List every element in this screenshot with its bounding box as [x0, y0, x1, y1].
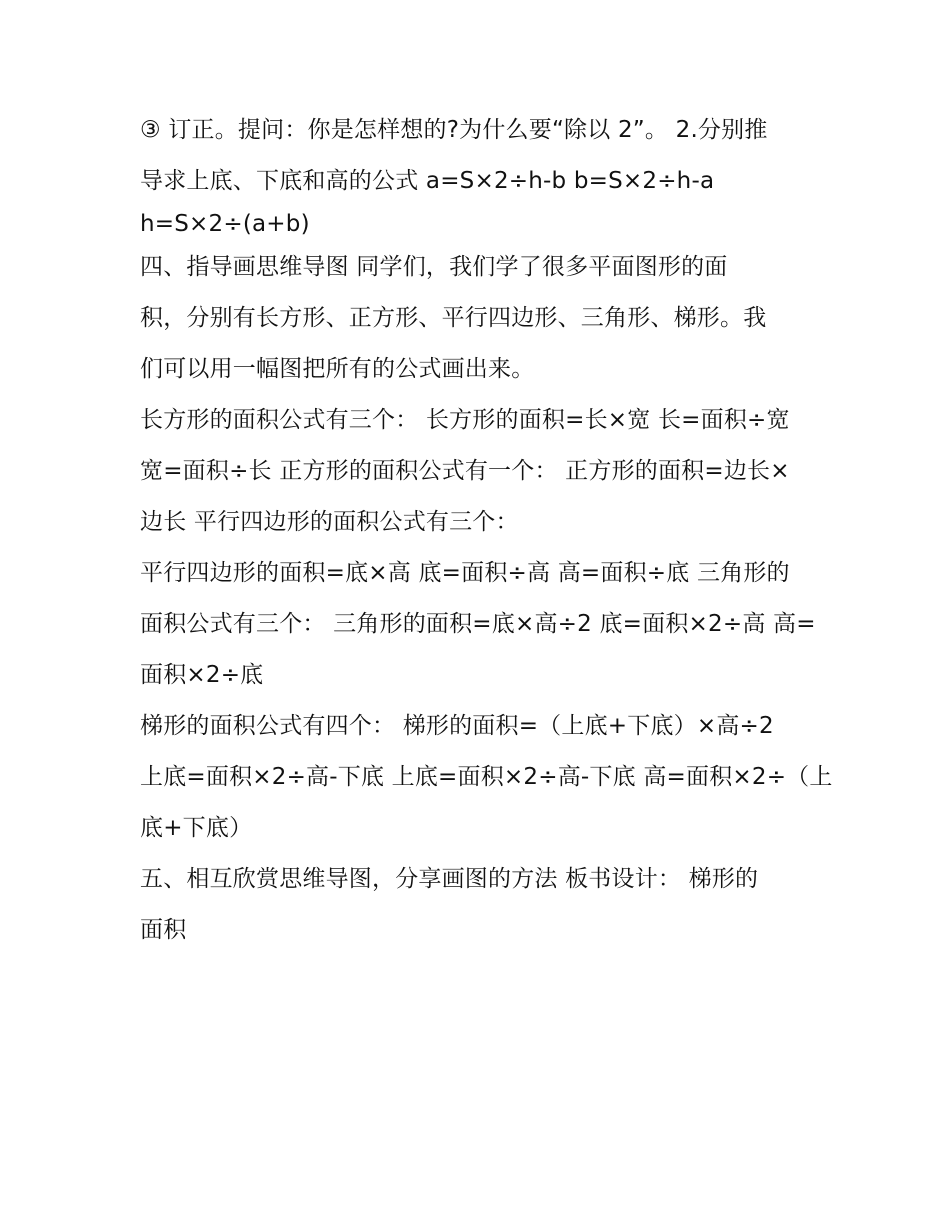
text-line-5: 积，分别有长方形、正方形、平行四边形、三角形、梯形。我: [140, 305, 767, 331]
text-line-14: 上底=面积×2÷高-下底 上底=面积×2÷高-下底 高=面积×2÷（上: [140, 764, 833, 790]
text-line-12: 面积×2÷底: [140, 662, 264, 688]
text-line-16: 五、相互欣赏思维导图，分享画图的方法 板书设计： 梯形的: [140, 866, 759, 892]
text-line-13: 梯形的面积公式有四个： 梯形的面积=（上底+下底）×高÷2: [140, 713, 774, 739]
text-line-17: 面积: [140, 917, 187, 943]
text-line-7: 长方形的面积公式有三个： 长方形的面积=长×宽 长=面积÷宽: [140, 407, 790, 433]
text-line-6: 们可以用一幅图把所有的公式画出来。: [140, 356, 535, 382]
text-line-4: 四、指导画思维导图 同学们，我们学了很多平面图形的面: [140, 254, 728, 280]
text-line-8: 宽=面积÷长 正方形的面积公式有一个： 正方形的面积=边长×: [140, 458, 790, 484]
document-body: [140, 108, 833, 959]
text-line-2: 导求上底、下底和高的公式 a=S×2÷h-b b=S×2÷h-a: [140, 168, 715, 194]
text-line-9: 边长 平行四边形的面积公式有三个：: [140, 509, 519, 535]
text-line-1: ③ 订正。提问：你是怎样想的?为什么要“除以 2”。 2.分别推: [140, 117, 768, 143]
text-line-3: h=S×2÷(a+b): [140, 211, 310, 237]
text-line-15: 底+下底）: [140, 815, 253, 841]
text-line-11: 面积公式有三个： 三角形的面积=底×高÷2 底=面积×2÷高 高=: [140, 611, 816, 637]
text-line-10: 平行四边形的面积=底×高 底=面积÷高 高=面积÷底 三角形的: [140, 560, 790, 586]
